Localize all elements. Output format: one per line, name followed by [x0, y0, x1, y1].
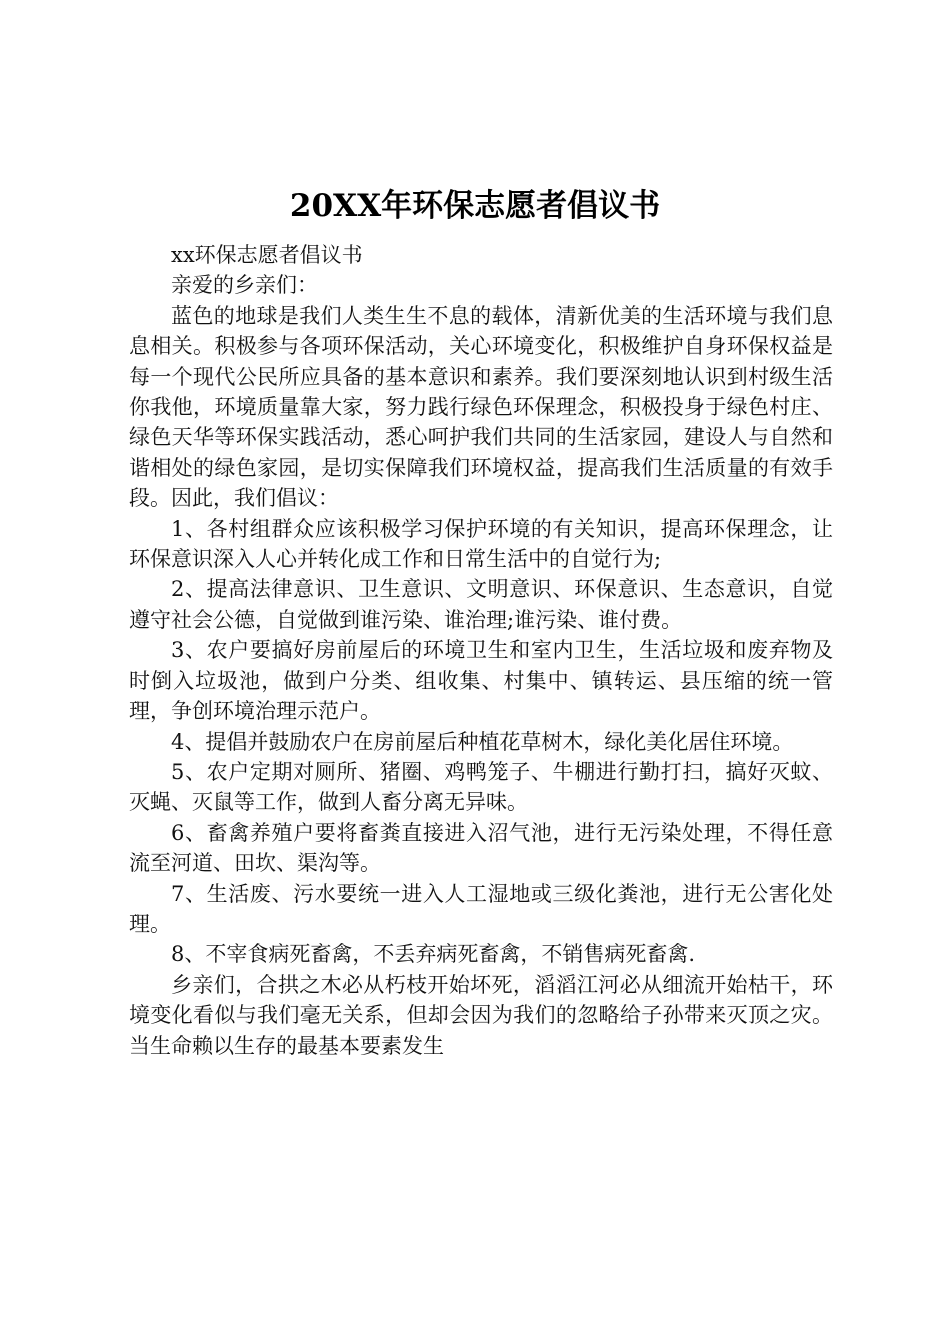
paragraph-item-6: 6、畜禽养殖户要将畜粪直接进入沼气池，进行无污染处理，不得任意流至河道、田坎、渠沟等。 [129, 820, 833, 876]
paragraph-item-7: 7、生活废、污水要统一进入人工湿地或三级化粪池，进行无公害化处理。 [129, 881, 833, 936]
paragraph-subtitle: xx环保志愿者倡议书 [171, 243, 363, 267]
paragraph-item-3: 3、农户要搞好房前屋后的环境卫生和室内卫生，生活垃圾和废弃物及时倒入垃圾池，做到户分类、组收集、村集中、镇转运、县压缩的统一管理，争创环境治理示范户。 [129, 638, 833, 724]
paragraph-item-5: 5、农户定期对厕所、猪圈、鸡鸭笼子、牛棚进行勤打扫，搞好灭蚊、灭蝇、灭鼠等工作，做到人畜分离无异味。 [129, 759, 833, 815]
paragraph-item-8: 8、不宰食病死畜禽，不丢弃病死畜禽，不销售病死畜禽. [171, 942, 696, 967]
document-title: 20XX年环保志愿者倡议书 [289, 188, 661, 224]
paragraph-greeting: 亲爱的乡亲们： [171, 273, 318, 298]
paragraph-item-2: 2、提高法律意识、卫生意识、文明意识、环保意识、生态意识，自觉遵守社会公德，自觉做到谁污染、谁治理;谁污染、谁付费。 [129, 577, 833, 632]
paragraph-item-4: 4、提倡并鼓励农户在房前屋后种植花草树木，绿化美化居住环境。 [171, 729, 794, 754]
paragraph-closing: 乡亲们，合拱之木必从朽枝开始坏死，滔滔江河必从细流开始枯干，环境变化看似与我们毫无关系，但却会因为我们的忽略给子孙带来灭顶之灾。当生命赖以生存的最基本要素发生 [129, 972, 833, 1058]
document-body [129, 240, 833, 1061]
paragraph-intro: 蓝色的地球是我们人类生生不息的载体，清新优美的生活环境与我们息息相关。积极参与各项环保活动，关心环境变化，积极维护自身环保权益是每一个现代公民所应具备的基本意识和素养。我们要深刻地认识到村级生活你我他，环境质量靠大家，努力践行绿色环保理念，积极投身于绿色村庄、绿色天华等环保实践活动，悉心呵护我们共同的生活家园，建设人与自然和谐相处的绿色家园，是切实保障我们环境权益，提高我们生活质量的有效手段。因此，我们倡议： [129, 303, 833, 511]
paragraph-item-1: 1、各村组群众应该积极学习保护环境的有关知识，提高环保理念，让环保意识深入人心并转化成工作和日常生活中的自觉行为; [129, 516, 833, 572]
